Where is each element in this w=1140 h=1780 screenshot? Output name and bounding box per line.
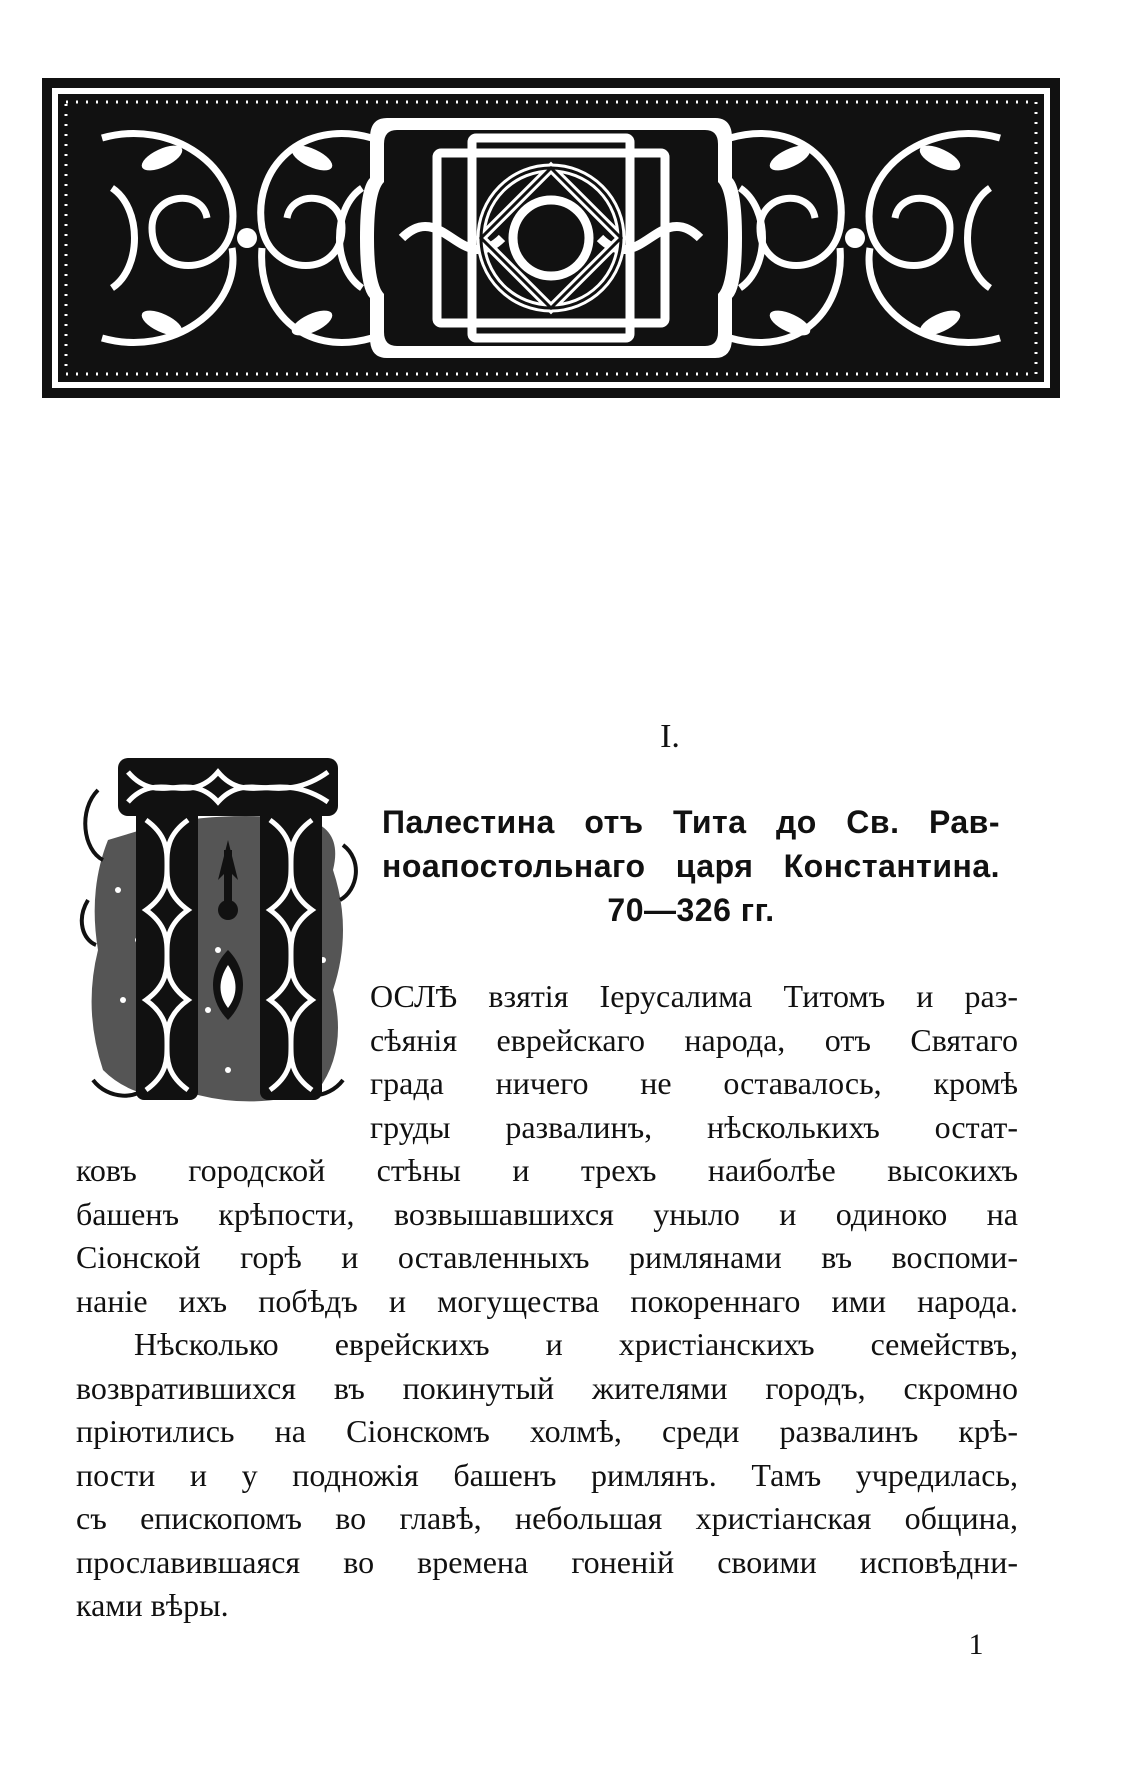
text-line: груды развалинъ, нѣсколькихъ остат- <box>370 1108 1018 1145</box>
chapter-title <box>382 800 1000 932</box>
page-number: 1 <box>968 1628 984 1661</box>
text-line: пости и у подножія башенъ римлянъ. Тамъ учредилась, <box>76 1456 1018 1493</box>
drop-cap <box>78 750 358 1118</box>
ornamental-initial-p-icon <box>78 750 358 1118</box>
knotwork-headpiece-icon <box>42 78 1060 398</box>
text-line: возвратившихся въ покинутый жителями городъ, скромно <box>76 1369 1018 1406</box>
text-line: наніе ихъ побѣдъ и могущества покореннаго ими народа. <box>76 1282 1018 1319</box>
text-line: ками вѣры. <box>76 1587 229 1623</box>
paragraph-1-beside-initial <box>370 975 1018 1149</box>
text-line: пріютились на Сіонскомъ холмѣ, среди развалинъ крѣ- <box>76 1413 1018 1449</box>
chapter-title-line-2: ноапостольнаго царя Константина. <box>382 848 1000 884</box>
text-line: съ епископомъ во главѣ, небольшая христіанская община, <box>76 1500 1018 1536</box>
chapter-title-line-3: 70—326 гг. <box>607 892 775 928</box>
text-line: сѣянія еврейскаго народа, отъ Святаго <box>370 1021 1018 1058</box>
ornamental-headpiece <box>42 78 1060 398</box>
text-line: прославившаяся во времена гоненій своими исповѣдни- <box>76 1543 1018 1580</box>
text-line: ковъ городской стѣны и трехъ наиболѣе высокихъ <box>76 1152 1018 1188</box>
paragraph-1-continued <box>76 1149 1018 1323</box>
chapter-number: I. <box>660 718 680 755</box>
text-line: града ничего не оставалось, кромѣ <box>370 1065 1018 1101</box>
text-line: башенъ крѣпости, возвышавшихся уныло и одиноко на <box>76 1195 1018 1232</box>
paragraph-2 <box>76 1323 1018 1628</box>
text-line: ОСЛѢ взятія Іерусалима Титомъ и раз- <box>370 978 1018 1014</box>
text-line: Сіонской горѣ и оставленныхъ римлянами въ воспоми- <box>76 1239 1018 1275</box>
text-line: Нѣсколько еврейскихъ и христіанскихъ семействъ, <box>134 1326 1018 1362</box>
chapter-title-line-1: Палестина отъ Тита до Св. Рав- <box>382 804 1000 840</box>
